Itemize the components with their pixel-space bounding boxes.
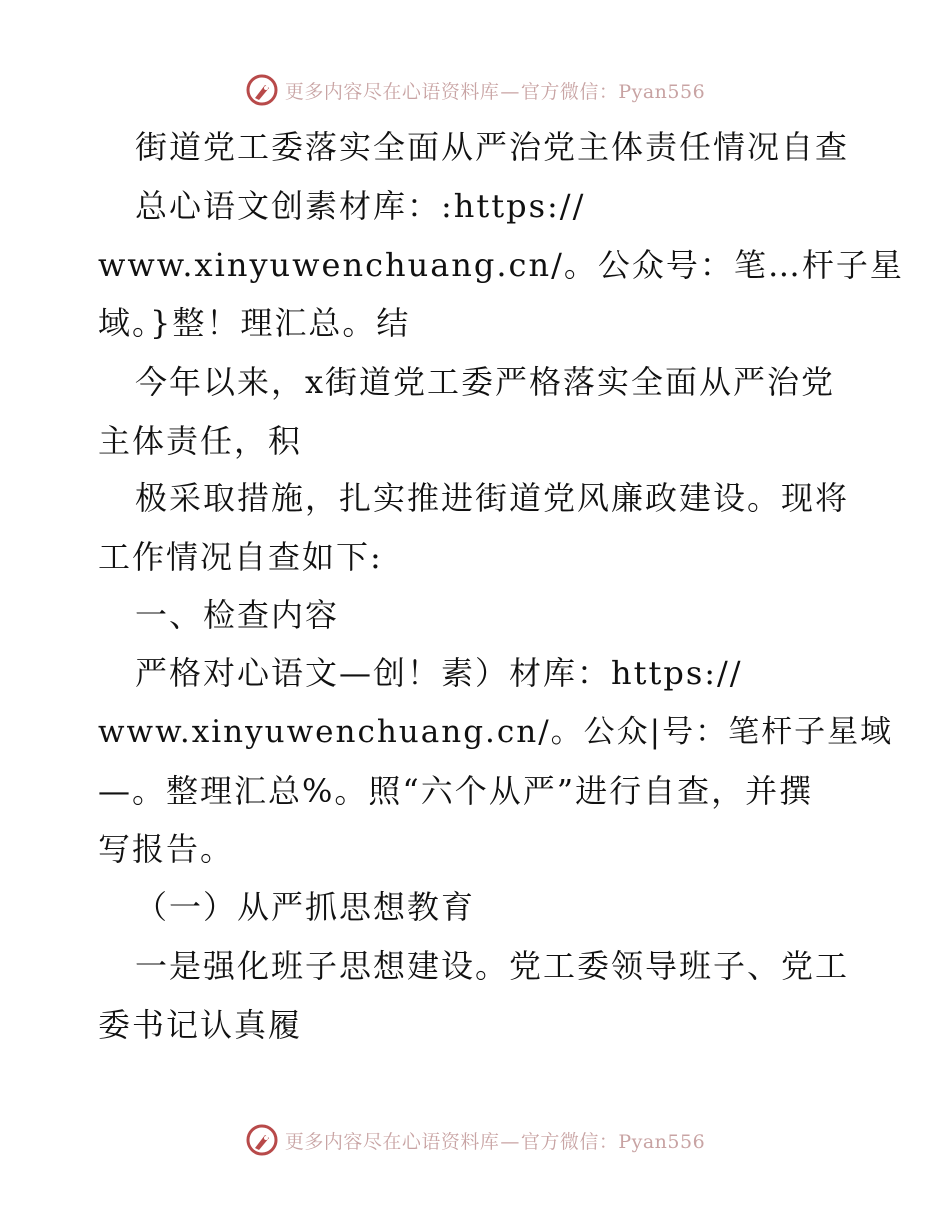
doc-line: 极采取措施，扎实推进街道党风廉政建设。现将 xyxy=(135,479,850,517)
footer-banner xyxy=(0,1120,950,1160)
doc-line: 域。}整！理汇总。结 xyxy=(98,304,411,342)
doc-line: 今年以来，x街道党工委严格落实全面从严治党 xyxy=(135,363,836,401)
doc-line: 委书记认真履 xyxy=(98,1006,303,1044)
doc-line: 写报告。 xyxy=(98,830,235,868)
banner-text: 更多内容尽在心语资料库—官方微信：Pyan556 xyxy=(284,80,706,103)
doc-line: 总心语文创素材库：:https:// xyxy=(135,187,586,225)
doc-line: 严格对心语文—创！素）材库：https:// xyxy=(135,654,743,692)
doc-line: —。整理汇总%。照“六个从严”进行自查，并撰 xyxy=(98,772,814,810)
doc-line: 工作情况自查如下: xyxy=(98,538,383,576)
doc-title-line: 街道党工委落实全面从严治党主体责任情况自查 xyxy=(135,128,850,166)
subsection-heading: （一）从严抓思想教育 xyxy=(135,888,476,926)
doc-line: 主体责任，积 xyxy=(98,422,303,460)
header-banner xyxy=(0,70,950,110)
pen-nib-circle-icon xyxy=(245,1123,279,1157)
doc-line: www.xinyuwenchuang.cn/。公众号：笔…杆子星 xyxy=(98,246,904,284)
section-heading: 一、检查内容 xyxy=(135,596,340,634)
banner-text: 更多内容尽在心语资料库—官方微信：Pyan556 xyxy=(284,1130,706,1153)
doc-line: www.xinyuwenchuang.cn/。公众|号：笔杆子星域 xyxy=(98,714,894,750)
pen-nib-circle-icon xyxy=(245,73,279,107)
doc-line: 一是强化班子思想建设。党工委领导班子、党工 xyxy=(135,947,850,985)
